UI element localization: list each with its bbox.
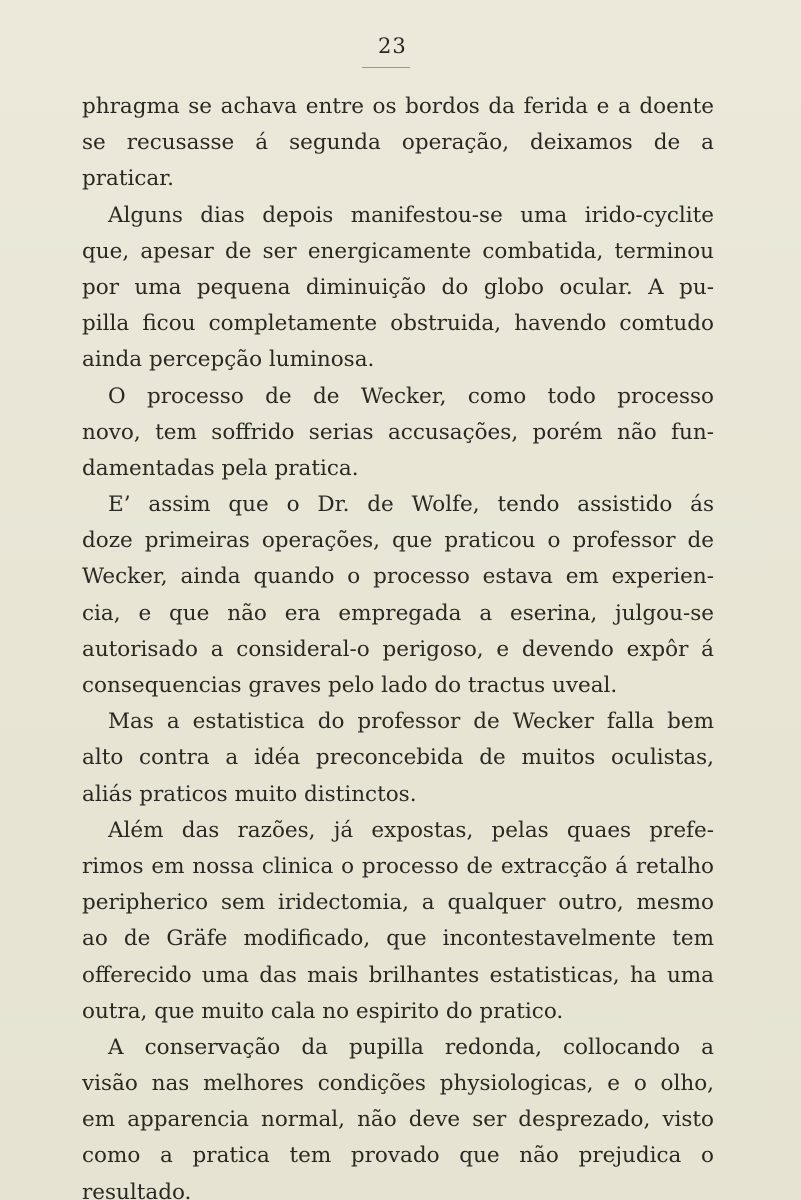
text-line: por uma pequena diminuição do globo ocular. A pu- [82, 274, 714, 300]
text-line: O processo de de Wecker, como todo processo [108, 383, 714, 409]
text-line: visão nas melhores condições physiologicas, e o olho, [82, 1071, 714, 1097]
text-line: A conservação da pupilla redonda, collocando a [108, 1034, 714, 1060]
body-text [82, 89, 714, 1200]
text-line: Wecker, ainda quando o processo estava em experien- [82, 564, 714, 590]
text-line: outra, que muito cala no espirito do pratico. [82, 998, 564, 1024]
text-line: como a pratica tem provado que não prejudica o [82, 1143, 714, 1169]
text-line: que, apesar de ser energicamente combatida, terminou [82, 238, 714, 264]
text-line: ainda percepção luminosa. [82, 347, 375, 373]
text-line: rimos em nossa clinica o processo de extracção á retalho [82, 853, 714, 879]
paragraph [82, 1030, 714, 1200]
text-line: novo, tem soffrido serias accusações, porém não fun- [82, 419, 714, 445]
paragraph [82, 89, 714, 198]
text-line: resultado. [82, 1179, 192, 1200]
text-line: autorisado a consideral-o perigoso, e devendo expôr á [82, 636, 714, 662]
paragraph [82, 704, 714, 813]
page-number: 23 [378, 34, 407, 58]
text-line: peripherico sem iridectomia, a qualquer outro, mesmo [82, 890, 714, 916]
paragraph [82, 198, 714, 379]
text-line: damentadas pela pratica. [82, 455, 359, 481]
text-line: ao de Gräfe modificado, que incontestavelmente tem [82, 926, 714, 952]
text-line: se recusasse á segunda operação, deixamos de a [82, 130, 714, 156]
text-line: doze primeiras operações, que praticou o professor de [82, 528, 714, 554]
page-number-underline [362, 67, 410, 68]
text-line: Alguns dias depois manifestou-se uma irido-cyclite [108, 202, 714, 228]
text-line: Além das razões, já expostas, pelas quaes prefe- [108, 817, 714, 843]
text-line: aliás praticos muito distinctos. [82, 781, 417, 807]
text-line: Mas a estatistica do professor de Wecker falla bem [108, 709, 714, 735]
text-line: phragma se achava entre os bordos da ferida e a doente [82, 94, 714, 119]
paragraph [82, 813, 714, 1030]
text-line: alto contra a idéa preconcebida de muitos oculistas, [82, 745, 714, 771]
text-line: E’ assim que o Dr. de Wolfe, tendo assistido ás [108, 492, 714, 518]
text-line: cia, e que não era empregada a eserina, julgou-se [82, 600, 714, 626]
text-line: em apparencia normal, não deve ser desprezado, visto [82, 1107, 714, 1133]
paragraph [82, 379, 714, 488]
paragraph [82, 487, 714, 704]
text-line: consequencias graves pelo lado do tractus uveal. [82, 673, 618, 698]
text-line: offerecido uma das mais brilhantes estatisticas, ha uma [82, 962, 714, 988]
text-line: pilla ficou completamente obstruida, havendo comtudo [82, 311, 714, 337]
text-line: praticar. [82, 166, 174, 192]
